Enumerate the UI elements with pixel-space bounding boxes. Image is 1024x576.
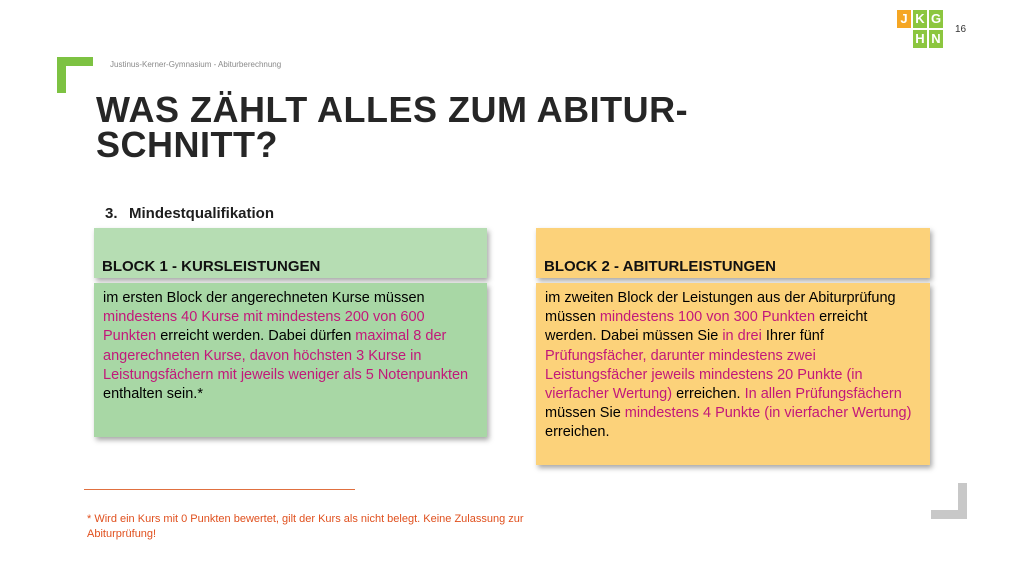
block-2-highlight-1: mindestens 100 von 300 Punkten [599, 309, 816, 326]
section-label: Mindestqualifikation [129, 205, 275, 222]
block-1-text-1: im ersten Block der angerechneten Kurse müssen [103, 290, 425, 306]
block-2-text-6: erreichen. [545, 424, 610, 441]
block-1-highlight-1: mindestens 40 Kurse mit mindestens 200 von 600 Punkten [103, 309, 425, 345]
block-1-heading: BLOCK 1 - KURSLEISTUNGEN [102, 258, 321, 275]
block-1-text-3: enthalten sein.* [103, 386, 203, 403]
block-2-highlight-4: In allen Prüfungsfächern [744, 386, 902, 403]
block-2-text-3: Ihrer fünf [761, 328, 824, 345]
logo-letter-k: K [913, 10, 927, 28]
block-2-text-2: erreicht werden. Dabei müssen Sie [545, 309, 868, 345]
corner-decoration-top-left [57, 57, 93, 93]
slide-subtitle: Justinus-Kerner-Gymnasium - Abiturberechnung [110, 60, 282, 69]
corner-bar-vertical [958, 483, 967, 519]
logo-letter-g: G [930, 11, 942, 26]
logo-letter-h: H [913, 30, 927, 48]
slide-title-line-1: WAS ZÄHLT ALLES ZUM ABITUR- [96, 89, 689, 130]
block-2-highlight-3: Prüfungsfächer, darunter mindestens zwei Leistungsfächer jeweils mindestens 20 Punkte (in vierfacher Wertung) [545, 347, 863, 403]
logo-letter-j: J [897, 10, 911, 28]
block-2-highlight-2: in drei [722, 328, 762, 345]
school-logo [897, 10, 943, 50]
section-number: 3. [105, 205, 118, 222]
block-2-text-1: im zweiten Block der Leistungen aus der Abiturprüfung müssen [545, 290, 896, 326]
footnote-divider [84, 489, 355, 490]
block-2-text-5: müssen Sie [545, 405, 625, 422]
corner-decoration-bottom-right [931, 483, 967, 519]
block-1-body [94, 283, 487, 437]
block-2-highlight-5: mindestens 4 Punkte (in vierfacher Wertung) [624, 405, 912, 422]
block-1-text-2: erreicht werden. Dabei dürfen [156, 328, 356, 345]
block-2-header [536, 228, 930, 278]
block-1-header [94, 228, 487, 278]
page-number: 16 [955, 24, 967, 35]
slide-title-line-2: SCHNITT? [96, 124, 278, 165]
logo-letter-n: N [929, 30, 943, 48]
footnote: * Wird ein Kurs mit 0 Punkten bewertet, gilt der Kurs als nicht belegt. Keine Zulassung zur Abiturprüfung! [87, 513, 524, 540]
block-2-text-4: erreichen. [672, 386, 745, 403]
block-2-body [536, 283, 930, 465]
corner-bar-vertical [57, 57, 66, 93]
slide-title [96, 89, 796, 165]
section-heading [105, 205, 274, 222]
block-2-heading: BLOCK 2 - ABITURLEISTUNGEN [544, 258, 776, 275]
block-1-highlight-2: maximal 8 der angerechneten Kurse, davon höchsten 3 Kurse in Leistungsfächern mit jeweils weniger als 5 Notenpunkten [103, 328, 469, 383]
